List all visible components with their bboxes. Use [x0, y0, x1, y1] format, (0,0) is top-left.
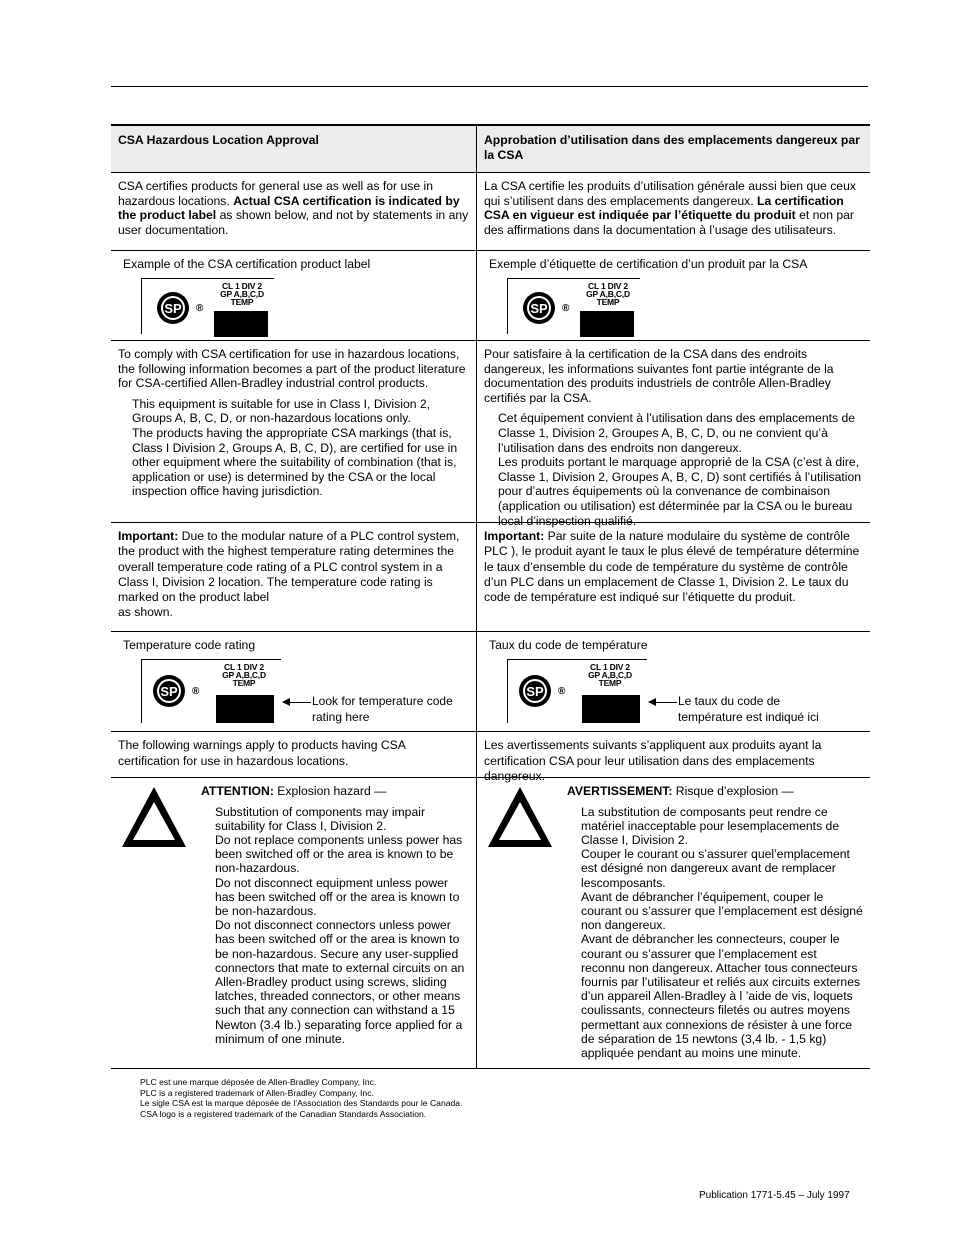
attention-fr — [476, 778, 870, 1068]
label-example-en — [111, 251, 476, 340]
temp-code-en — [111, 632, 476, 731]
svg-text:®: ® — [558, 685, 566, 697]
warnings-intro-row — [111, 732, 870, 783]
comply-row — [111, 341, 870, 528]
csa-product-label — [118, 278, 470, 336]
comply-en: To comply with CSA certification for use in hazardous locations, the following information becomes a part of the product literature for CSA-certified Allen-Bradley industrial control products. This equipment is suitable for use in Class I, Division 2, Groups A, B, C, D, or non-hazardous locations only. The products having the appropriate CSA markings (that is, Class I Division 2, Groups A, B, C, D), are certified for use in other equipment where the suitability of combination (that is, application or use) is determined by the CSA or the local inspection office having jurisdiction. — [118, 347, 466, 499]
intro-fr: La CSA certifie les produits d’utilisation générale aussi bien que ceux qui s’utilisent dans des emplacements dangereux. La certification CSA en vigueur est indiquée par l’étiquette du produit et non par des affirmations dans la documentation à l’usage des utilisateurs. — [476, 173, 870, 250]
header-fr: Approbation d’utilisation dans des emplacements dangereux par la CSA — [476, 126, 870, 172]
important-row — [111, 523, 870, 632]
csa-logo-icon — [521, 290, 577, 330]
csa-product-label-fr — [484, 278, 864, 336]
label-example-row — [111, 251, 870, 341]
svg-text:SP: SP — [526, 683, 544, 699]
temp-code-box — [214, 311, 268, 337]
csa-approval-table — [111, 124, 870, 1069]
warnings-intro-en: The following warnings apply to products having CSA certification for use in hazardous locations. — [118, 738, 406, 768]
svg-text:SP: SP — [160, 683, 178, 699]
intro-en: CSA certifies products for general use as well as for use in hazardous locations. Actual CSA certification is indicated by the product label as shown below, and not by statements in any user documentation. — [118, 179, 469, 237]
publication-number: Publication 1771-5.45 – July 1997 — [699, 1190, 850, 1201]
comply-fr: Pour satisfaire à la certification de la CSA dans des endroits dangereux, les informations suivantes font partie intégrante de la documentation des produits industriels de contrôle Allen-Bradley certifiés par la CSA. Cet équipement convient à l’utilisation dans des emplacements de Classe 1, Division 2, Groupes A, B, C, D, ou ne convient qu’à l’utilisation dans des endroits non dangereux. Les produits portant le marquage approprié de la CSA (c’est à dire, Classe 1, Division 2, Groupes A, B, C, D) sont certifiés à l’utilisation pour d’autres équipements où la convenance de combinaison (application ou utilisation) est déterminée par la CSA ou le bureau local d’inspection qualifié. — [476, 341, 870, 522]
cert-marking: CL 1 DIV 2 GP A,B,C,D TEMP — [220, 280, 264, 307]
attention-en — [111, 778, 476, 1068]
warnings-intro-fr: Les avertissements suivants s’appliquent aux produits ayant la certification CSA pour leur utilisation dans des emplacements dangereux. — [476, 732, 870, 777]
important-en: Important: Due to the modular nature of a PLC control system, the product with the highest temperature rating determines the overall temperature code rating of a PLC control system in a Class I, Division 2 location. The temperature code rating is marked on the product label as shown. — [118, 529, 460, 620]
warning-triangle-icon — [485, 784, 555, 850]
temp-code-row — [111, 632, 870, 732]
header-row — [111, 126, 870, 173]
temp-code-box-fr — [580, 311, 634, 337]
svg-text:®: ® — [196, 302, 204, 314]
cert-marking-temp-fr: CL 1 DIV 2 GP A,B,C,D TEMP — [588, 661, 632, 688]
svg-text:®: ® — [192, 685, 200, 697]
csa-logo-icon — [151, 673, 207, 713]
label-example-title-fr: Exemple d’étiquette de certification d’un produit par la CSA — [489, 257, 808, 271]
attention-text: ATTENTION: Explosion hazard — Substitution of components may impair suitability for Class I, Division 2. Do not replace components unless power has been switched off or the area is known to be non-hazardous. Do not disconnect equipment unless power has been switched off or the area is known to be non-hazardous. Do not disconnect connectors unless power has been switched off or the area is known to be non-hazardous. Secure any user-supplied connectors that mate to external circuits on an Allen-Bradley product using screws, sliding latches, threaded connectors, or other means such that any connection can withstand a 15 Newton (3.4 lb.) separating force applied for a minimum of one minute. — [201, 784, 465, 1046]
left-arrow-icon — [283, 702, 311, 703]
avertissement-text: AVERTISSEMENT: Risque d’explosion — La substitution de composants peut rendre ce matériel inacceptable pour lesemplacements de Classe I, Division 2. Couper le courant ou s’assurer quel’emplacement est désigné non dangereux avant de remplacer lescomposants. Avant de débrancher l’équipement, couper le courant ou s’assurer que l’emplacement est désigné non dangereux. Avant de débrancher les connecteurs, couper le courant ou s’assurer que l’emplacement est reconnu non dangereux. Attacher tous connecteurs fournis par l’utilisateur et reliés aux circuits externes d’un appareil Allen-Bradley à l ’aide de vis, loquets coulissants, connecteurs filetés ou autres moyens permettant aux connexions de résister à une force de séparation de 15 newtons (3,4 lb. - 1,5 kg) appliquée pendant au moins une minute. — [567, 784, 863, 1061]
temp-code-fr — [476, 632, 870, 731]
temp-code-note: Look for temperature code rating here — [312, 693, 453, 724]
intro-row — [111, 173, 870, 251]
temp-code-label — [118, 659, 470, 725]
left-arrow-icon — [649, 702, 677, 703]
cert-marking-fr: CL 1 DIV 2 GP A,B,C,D TEMP — [586, 280, 630, 307]
cert-marking-temp: CL 1 DIV 2 GP A,B,C,D TEMP — [222, 661, 266, 688]
csa-logo-icon — [155, 290, 211, 330]
trademark-footnotes: PLC est une marque déposée de Allen-Bradley Company, Inc. PLC is a registered trademark of Allen-Bradley Company, Inc. Le sigle CSA est la marque déposée de l’Association des Standards pour le Canada. CSA logo is a registered trademark of the Canadian Standards Association. — [140, 1077, 463, 1119]
svg-text:®: ® — [562, 302, 570, 314]
important-fr: Important: Par suite de la nature modulaire du système de contrôle PLC ), le produit ayant le taux le plus élevé de température détermine le taux d’ensemble du code de température du système de contrôle d’un PLC dans un emplacement de Classe 1, Division 2. Le taux du code de température est indiqué sur l’étiquette du produit. — [476, 523, 870, 631]
temp-code-label-fr — [484, 659, 864, 725]
temp-code-note-fr: Le taux du code de température est indiqué ici — [678, 693, 819, 724]
temp-code-box-highlight — [216, 695, 274, 723]
temp-code-title-fr: Taux du code de température — [489, 638, 648, 652]
temp-code-box-highlight-fr — [582, 695, 640, 723]
header-en: CSA Hazardous Location Approval — [111, 126, 476, 172]
top-rule — [111, 86, 868, 87]
attention-row — [111, 778, 870, 1069]
temp-code-title: Temperature code rating — [123, 638, 256, 652]
warning-triangle-icon — [119, 784, 189, 850]
svg-text:SP: SP — [530, 300, 548, 316]
label-example-fr — [476, 251, 870, 340]
label-example-title: Example of the CSA certification product label — [123, 257, 371, 271]
svg-text:SP: SP — [164, 300, 182, 316]
csa-logo-icon — [517, 673, 573, 713]
